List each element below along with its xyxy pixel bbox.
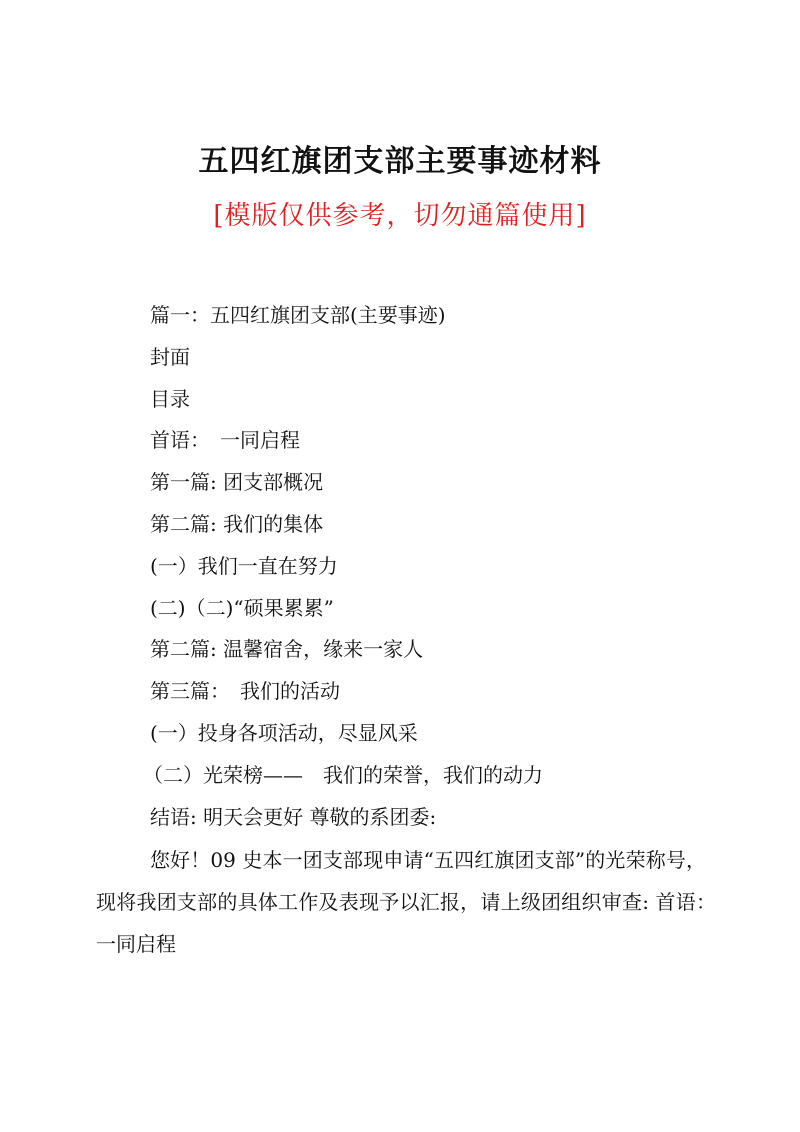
toc-item: 第二篇: 温馨宿舍，缘来一家人 [150, 637, 424, 662]
document-subtitle: [模版仅供参考，切勿通篇使用] [213, 201, 587, 231]
table-of-contents [143, 295, 710, 838]
toc-item: 第一篇: 团支部概况 [150, 470, 324, 495]
body-paragraph: 您好！09 史本一团支部现申请“五四红旗团支部”的光荣称号，现将我团支部的具体工作及表现予以汇报，请上级团组织审查: 首语： 一同启程 [96, 848, 726, 956]
toc-item: (二)（二)“硕果累累” [150, 595, 334, 620]
toc-item: 首语： 一同启程 [150, 428, 300, 453]
toc-item: 第三篇： 我们的活动 [150, 679, 340, 704]
document-title: 五四红旗团支部主要事迹材料 [198, 144, 602, 179]
toc-item: (一）我们一直在努力 [150, 553, 338, 578]
toc-item: （二）光荣榜—— 我们的荣誉，我们的动力 [143, 762, 543, 787]
toc-item: 封面 [150, 344, 190, 369]
toc-item: 篇一：五四红旗团支部(主要事迹) [150, 303, 446, 327]
toc-item: 第二篇: 我们的集体 [150, 511, 324, 536]
toc-item: 目录 [150, 386, 190, 411]
toc-item: (一）投身各项活动，尽显风采 [150, 720, 418, 745]
toc-item: 结语: 明天会更好 尊敬的系团委: [150, 804, 437, 829]
